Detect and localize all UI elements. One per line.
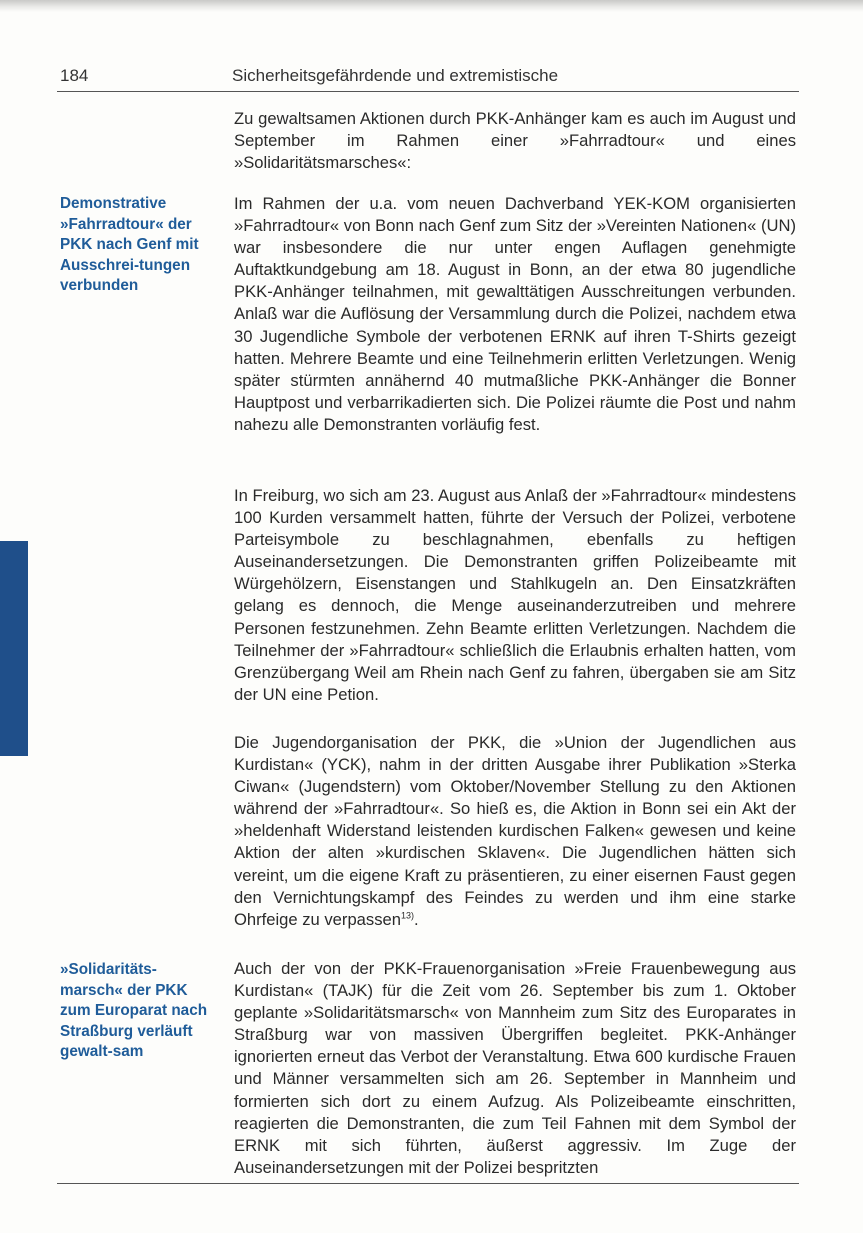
scan-edge [0,0,863,12]
footer-rule [57,1183,799,1184]
margin-note-solidaritaetsmarsch: »Solidaritäts-marsch« der PKK zum Europarat nach Straßburg verläuft gewalt-sam [60,961,208,1060]
header-rule [57,91,799,92]
paragraph-text: Die Jugendorganisation der PKK, die »Union der Jugendlichen aus Kurdistan« (YCK), nahm in der dritten Ausgabe ihrer Publikation »Sterka Ciwan« (Jugendstern) vom Oktober/November Stellung zu den Aktionen während der »Fahrradtour«. So hieß es, die Aktion in Bonn sei ein Akt der »heldenhaft Widerstand leistenden kurdischen Falken« gewesen und keine Aktion der alten »kurdischen Sklaven«. Die Jugendlichen hätten sich vereint, um die eigene Kraft zu präsentieren, zu einer eisernen Faust gegen den Vernichtungskampf des Feindes zu werden und ihm eine starke Ohrfeige zu verpassen [234,733,796,929]
footnote-marker: 13) [400,910,414,921]
body-paragraph [234,485,796,706]
body-paragraph [234,193,796,436]
paragraph-text: In Freiburg, wo sich am 23. August aus Anlaß der »Fahrradtour« mindestens 100 Kurden versammelt hatten, führte der Versuch der Polizei, verbotene Parteisymbole zu beschlagnahmen, ebenfalls zu heftigen Auseinandersetzungen. Die Demonstranten griffen Polizeibeamte mit Würgehölzern, Eisenstangen und Stahlkugeln an. Den Einsatzkräften gelang es dennoch, die Menge auseinanderzutreiben und mehrere Personen festzunehmen. Zehn Beamte erlitten Verletzungen. Nachdem die Teilnehmer der »Fahrradtour« schließlich die Erlaubnis erhalten hatten, vom Grenzübergang Weil am Rhein nach Genf zu fahren, übergaben sie am Sitz der UN eine Petion. [234,486,796,704]
paragraph-text: Im Rahmen der u.a. vom neuen Dachverband YEK-KOM organisierten »Fahrradtour« von Bonn nach Genf zum Sitz der »Vereinten Nationen« (UN) war insbesondere die nur unter engen Auflagen genehmigte Auftaktkundgebung am 18. August in Bonn, an der etwa 80 jugendliche PKK-Anhänger teilnahmen, mit gewalttätigen Ausschreitungen verbunden. Anlaß war die Auflösung der Versammlung durch die Polizei, nachdem etwa 30 Jugendliche Symbole der verbotenen ERNK auf ihren T-Shirts gezeigt hatten. Mehrere Beamte und eine Teilnehmerin erlitten Verletzungen. Wenig später stürmten annähernd 40 mutmaßliche PKK-Anhänger die Bonner Hauptpost und verbarrikadierten sich. Die Polizei räumte die Post und nahm nahezu alle Demonstranten vorläufig fest. [234,194,796,434]
paragraph-text: Auch der von der PKK-Frauenorganisation »Freie Frauenbewegung aus Kurdistan« (TAJK) für die Zeit vom 26. September bis zum 1. Oktober geplante »Solidaritätsmarsch« von Mannheim zum Sitz des Europarates in Straßburg war von massiven Übergriffen begleitet. PKK-Anhänger ignorierten erneut das Verbot der Veranstaltung. Etwa 600 kurdische Frauen und Männer versammelten sich am 26. September in Mannheim und formierten sich dort zu einem Aufzug. Als Polizeibeamte einschritten, reagierten die Demonstranten, die zum Teil Fahnen mit dem Symbol der ERNK mit sich führten, äußerst aggressiv. Im Zuge der Auseinandersetzungen mit der Polizei bespritzten [234,959,796,1177]
body-paragraph [234,108,796,174]
body-paragraph [234,958,796,1179]
running-header: Sicherheitsgefährdende und extremistische [232,66,559,85]
paragraph-text: Zu gewaltsamen Aktionen durch PKK-Anhänger kam es auch im August und September im Rahmen einer »Fahrradtour« und eines »Solidaritätsmarsches«: [234,109,796,173]
side-tab-marker [0,541,28,756]
margin-note-fahrradtour: Demonstrative »Fahrradtour« der PKK nach Genf mit Ausschrei-tungen verbunden [60,195,199,294]
page-number: 184 [60,66,89,85]
body-paragraph: Die Jugendorganisation der PKK, die »Union der Jugendlichen aus Kurdistan« (YCK), nahm in der dritten Ausgabe ihrer Publikation »Sterka Ciwan« (Jugendstern) vom Oktober/November Stellung zu den Aktionen während der »Fahrradtour«. So hieß es, die Aktion in Bonn sei ein Akt der »heldenhaft Widerstand leistenden kurdischen Falken« gewesen und keine Aktion der alten »kurdischen Sklaven«. Die Jugendlichen hätten sich vereint, um die eigene Kraft zu präsentieren, zu einer eisernen Faust gegen den Vernichtungskampf des Feindes zu werden und ihm eine starke Ohrfeige zu verpassen$^{13)}$. [234,733,796,929]
